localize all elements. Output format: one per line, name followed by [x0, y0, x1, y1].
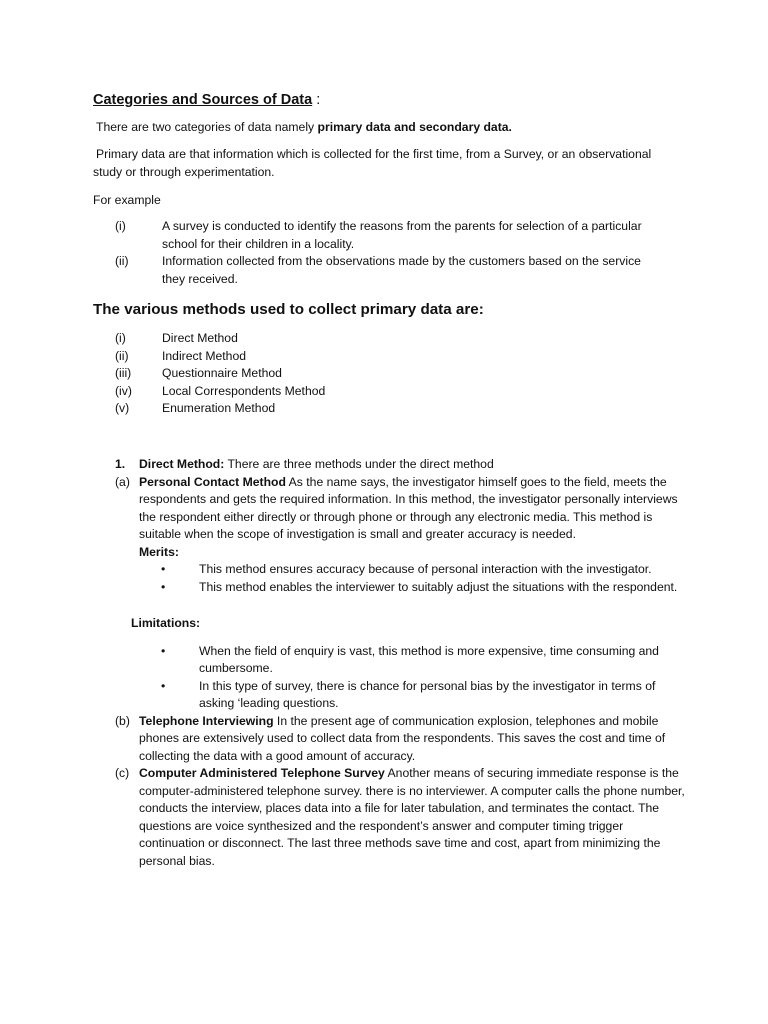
page-title: Categories and Sources of Data :	[93, 92, 321, 108]
list-item: • When the field of enquiry is vast, this method is more expensive, time consuming and cumbersome.	[115, 643, 685, 678]
list-item: • This method enables the interviewer to suitably adjust the situations with the respondent.	[115, 579, 685, 597]
for-example-label: For example	[93, 193, 161, 207]
list-item: (ii) Indirect Method	[115, 348, 247, 363]
computer-administered-survey: (c) Computer Administered Telephone Survey Another means of securing immediate response is the computer-administered telephone survey. there is no interviewer. A computer calls the phone number, conducts the interview, places data into a file for later tabulation, and terminates the contact. The questions are voice synthesized and the respondent’s answer and computer timing trigger continuation or disconnect. The last three methods save time and cost, apart from minimizing the personal bias.	[115, 766, 685, 868]
list-item: • This method ensures accuracy because of personal interaction with the investigator.	[115, 561, 685, 579]
list-item: • In this type of survey, there is chance for personal bias by the investigator in terms of asking ‘leading questions.	[115, 678, 685, 713]
bullet-icon: •	[161, 643, 166, 658]
bullet-icon: •	[161, 579, 166, 594]
limitations-label: Limitations:	[131, 616, 201, 630]
merits-label: Merits:	[139, 544, 179, 559]
list-item: (i) A survey is conducted to identify the reasons from the parents for selection of a particular school for their children in a locality.	[115, 219, 642, 251]
list-item: (i) Direct Method	[115, 331, 238, 345]
direct-method-heading: 1. Direct Method: There are three methods under the direct method	[115, 457, 494, 471]
list-item: (iii) Questionnaire Method	[115, 366, 282, 380]
direct-method-section	[115, 456, 685, 870]
methods-heading: The various methods used to collect primary data are:	[93, 301, 484, 318]
methods-list	[115, 330, 685, 418]
list-item: (v) Enumeration Method	[115, 401, 276, 415]
intro-paragraph: There are two categories of data namely primary data and secondary data.	[96, 120, 512, 134]
list-item: (iv) Local Correspondents Method	[115, 383, 326, 398]
telephone-interviewing: (b) Telephone Interviewing In the present age of communication explosion, telephones and mobile phones are extensively used to collect data from the respondents. This saves the cost and time of collecting the data with a good amount of accuracy.	[115, 713, 666, 763]
list-item: (ii) Information collected from the observations made by the customers based on the service they received.	[115, 254, 641, 286]
merits-list	[115, 561, 685, 596]
bullet-icon: •	[161, 562, 166, 576]
bullet-icon: •	[161, 678, 166, 693]
examples-list	[115, 218, 645, 288]
personal-contact-method: (a) Personal Contact Method As the name says, the investigator himself goes to the field, meets the respondents and gets the required information. In this method, the investigator personally interviews the respondent either directly or through phone or through any electronic media. This method is suitable when the scope of investigation is small and greater accuracy is needed.	[115, 474, 678, 541]
limitations-list	[115, 643, 685, 713]
primary-definition: Primary data are that information which is collected for the first time, from a Survey, or an observational study or through experimentation.	[93, 147, 652, 179]
